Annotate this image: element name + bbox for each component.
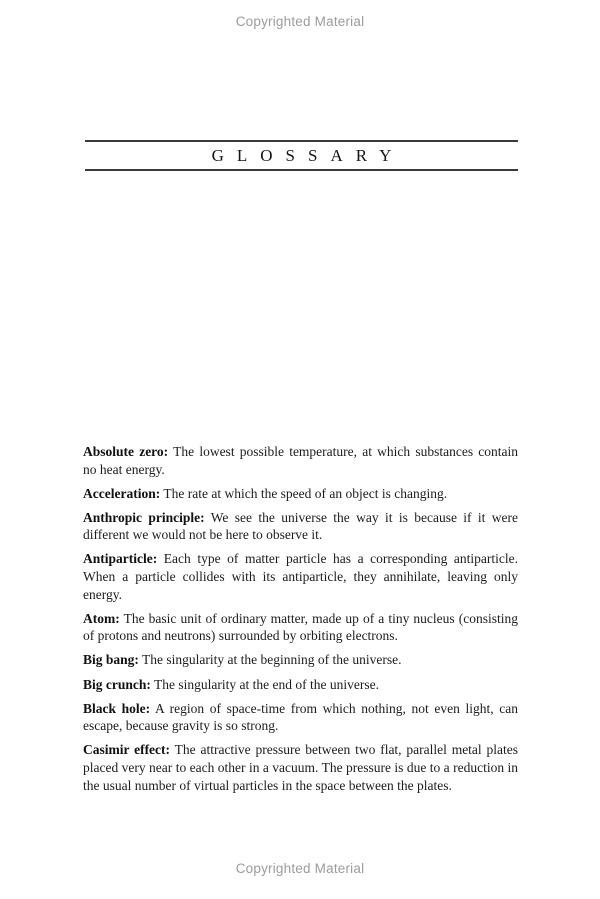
glossary-entry (83, 741, 518, 794)
glossary-entry (83, 443, 518, 478)
glossary-definition: The singularity at the end of the universe. (154, 676, 379, 692)
glossary-entry (83, 676, 518, 694)
glossary-entry (83, 485, 518, 503)
glossary-body (83, 443, 518, 801)
glossary-term: Black hole: (83, 700, 151, 716)
glossary-definition: A region of space-time from which nothing, not even light, can escape, because gravity is so strong. (83, 700, 518, 734)
watermark-bottom: Copyrighted Material (235, 861, 365, 876)
glossary-definition: The basic unit of ordinary matter, made up of a tiny nucleus (consisting of protons and neutrons) surrounded by orbiting electrons. (83, 610, 518, 644)
watermark-top: Copyrighted Material (235, 14, 365, 29)
glossary-entry (83, 550, 518, 603)
glossary-entry (83, 651, 518, 669)
glossary-term: Casimir effect: (83, 742, 171, 758)
glossary-term: Big bang: (83, 652, 139, 668)
glossary-definition: The rate at which the speed of an object is changing. (163, 485, 448, 501)
glossary-entry (83, 610, 518, 645)
glossary-term: Anthropic principle: (83, 509, 205, 525)
glossary-term: Atom: (83, 610, 120, 626)
glossary-term: Absolute zero: (83, 444, 169, 459)
glossary-definition: Each type of matter particle has a corresponding antiparticle. When a particle collides with its antiparticle, they annihilate, leaving only energy. (83, 551, 519, 602)
glossary-term: Acceleration: (83, 485, 161, 501)
glossary-term: Antiparticle: (83, 551, 158, 567)
glossary-header (85, 140, 518, 171)
glossary-term: Big crunch: (83, 676, 151, 692)
glossary-entry (83, 700, 518, 735)
glossary-definition: The lowest possible temperature, at which substances contain no heat energy. (83, 444, 518, 477)
glossary-entry (83, 509, 518, 544)
glossary-definition: The attractive pressure between two flat, parallel metal plates placed very near to each other in a vacuum. The pressure is due to a reduction in the usual number of virtual particles in the space between the plates. (83, 742, 518, 793)
glossary-definition: The singularity at the beginning of the universe. (142, 652, 402, 668)
glossary-definition: We see the universe the way it is because if it were different we would not be here to observe it. (83, 509, 518, 543)
page-title: GLOSSARY (211, 146, 405, 165)
